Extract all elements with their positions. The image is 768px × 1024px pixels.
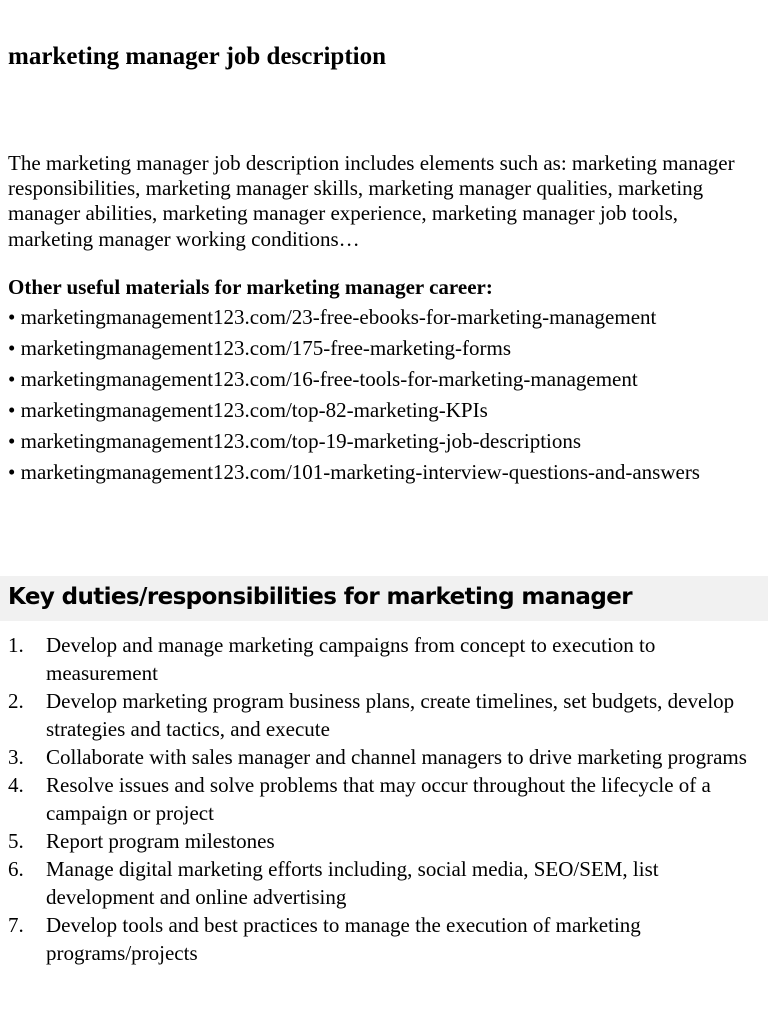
duty-number: 3.: [8, 745, 24, 769]
duty-text: Report program milestones: [46, 829, 275, 853]
bullet: •: [8, 305, 16, 329]
duty-item: [8, 771, 760, 827]
duties-list: [8, 631, 760, 967]
intro-paragraph: The marketing manager job description includes elements such as: marketing manager responsibilities, marketing manager skills, marketing manager qualities, marketing manager abilities, marketing manager experience, marketing manager job tools, marketing manager working conditions…: [8, 151, 735, 251]
duty-number: 7.: [8, 913, 24, 937]
duty-item: [8, 743, 760, 771]
material-link[interactable]: marketingmanagement123.com/16-free-tools-for-marketing-management: [20, 367, 638, 391]
material-link[interactable]: marketingmanagement123.com/175-free-marketing-forms: [20, 336, 512, 360]
duty-number: 2.: [8, 689, 24, 713]
duty-number: 4.: [8, 773, 24, 797]
section-title: Key duties/responsibilities for marketing manager: [8, 584, 632, 610]
material-link-item[interactable]: [8, 305, 758, 330]
duty-item: [8, 687, 760, 743]
duty-text: Manage digital marketing efforts including, social media, SEO/SEM, list development and online advertising: [46, 857, 659, 909]
duty-text: Develop and manage marketing campaigns from concept to execution to measurement: [46, 633, 656, 685]
duty-number: 5.: [8, 829, 24, 853]
bullet: •: [8, 429, 16, 453]
bullet: •: [8, 460, 16, 484]
duty-number: 1.: [8, 633, 24, 657]
materials-list: [8, 305, 758, 491]
material-link[interactable]: marketingmanagement123.com/23-free-ebooks-for-marketing-management: [20, 305, 657, 329]
duty-number: 6.: [8, 857, 24, 881]
material-link[interactable]: marketingmanagement123.com/top-82-marketing-KPIs: [20, 398, 488, 422]
material-link-item[interactable]: [8, 429, 758, 454]
duty-item: [8, 855, 760, 911]
material-link-item[interactable]: [8, 460, 758, 485]
bullet: •: [8, 367, 16, 391]
page-title: marketing manager job description: [8, 43, 386, 70]
duty-item: [8, 631, 760, 687]
duty-text: Develop tools and best practices to manage the execution of marketing programs/projects: [46, 913, 641, 965]
duty-text: Resolve issues and solve problems that may occur throughout the lifecycle of a campaign or project: [46, 773, 711, 825]
materials-heading: Other useful materials for marketing manager career:: [8, 275, 493, 299]
material-link-item[interactable]: [8, 398, 758, 423]
material-link-item[interactable]: [8, 367, 758, 392]
duty-item: [8, 827, 760, 855]
duty-text: Develop marketing program business plans, create timelines, set budgets, develop strategies and tactics, and execute: [46, 689, 735, 741]
bullet: •: [8, 336, 16, 360]
duty-item: [8, 911, 760, 967]
bullet: •: [8, 398, 16, 422]
material-link[interactable]: marketingmanagement123.com/101-marketing-interview-questions-and-answers: [20, 460, 700, 484]
material-link[interactable]: marketingmanagement123.com/top-19-marketing-job-descriptions: [20, 429, 582, 453]
material-link-item[interactable]: [8, 336, 758, 361]
duty-text: Collaborate with sales manager and channel managers to drive marketing programs: [46, 745, 747, 769]
